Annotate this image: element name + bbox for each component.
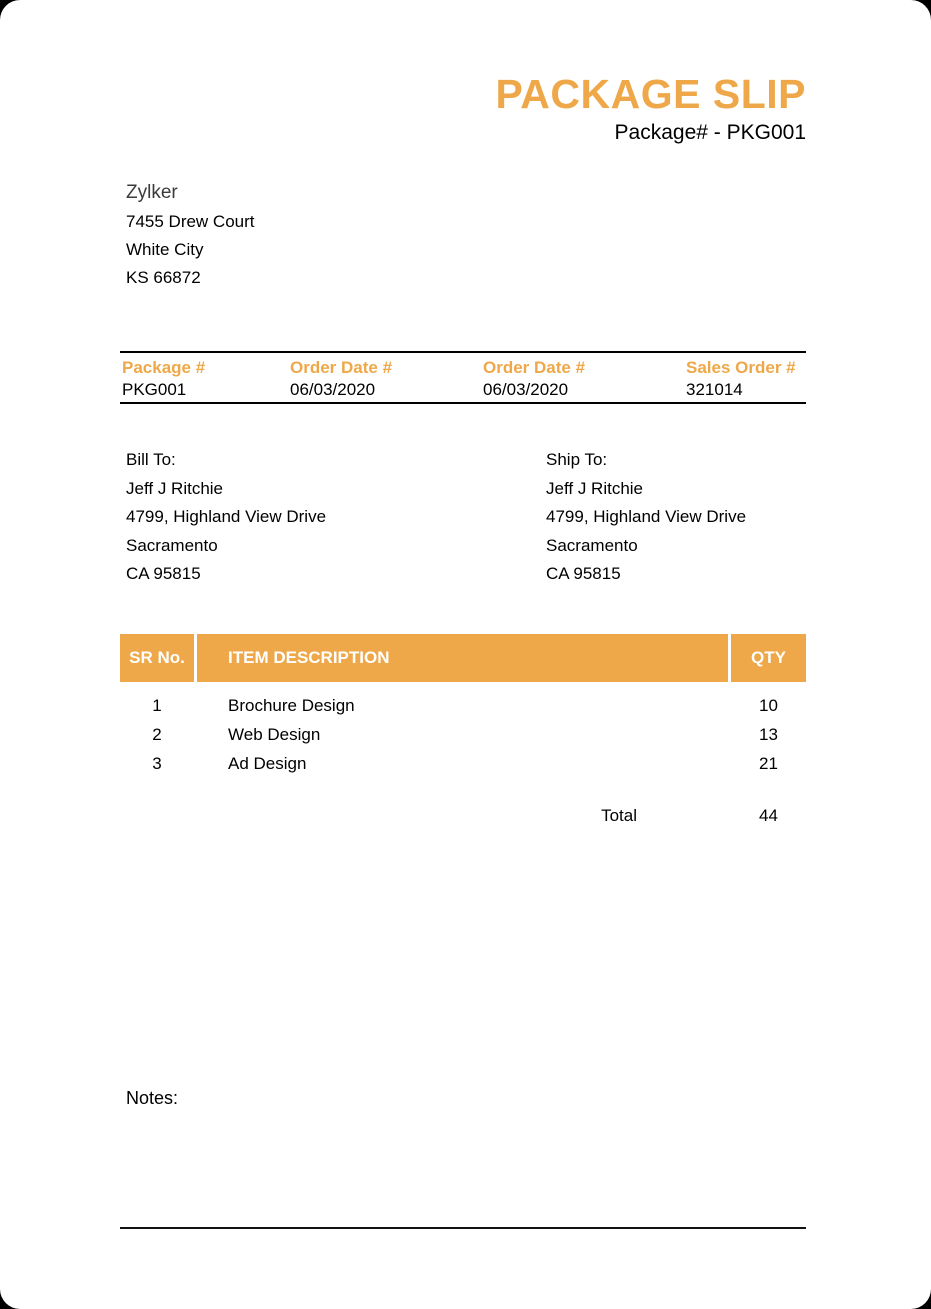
total-row <box>120 806 806 826</box>
ship-to-block <box>546 446 806 589</box>
total-qty-value: 44 <box>759 805 778 825</box>
company-name: Zylker <box>126 182 178 203</box>
info-header-order-date-1: Order Date # <box>290 358 393 377</box>
item-description: Ad Design <box>228 753 307 773</box>
company-address-line: 7455 Drew Court <box>126 212 255 231</box>
ship-to-label: Ship To: <box>546 450 608 469</box>
bill-to-block <box>120 446 546 589</box>
items-header-sr-no: SR No. <box>120 634 194 682</box>
order-info-table <box>120 351 806 404</box>
item-sr-no: 3 <box>152 753 162 773</box>
info-header-order-date-2: Order Date # <box>483 358 586 377</box>
company-address-line: KS 66872 <box>126 268 201 287</box>
company-address-line: White City <box>126 240 204 259</box>
info-header-package: Package # <box>122 358 206 377</box>
table-row <box>120 691 806 720</box>
info-value-order-date-2: 06/03/2020 <box>483 380 569 399</box>
item-description: Web Design <box>228 724 321 744</box>
notes-label: Notes: <box>126 1087 179 1108</box>
bill-to-label: Bill To: <box>126 450 176 469</box>
info-header-sales-order: Sales Order # <box>686 358 796 377</box>
page-content <box>120 0 806 1229</box>
item-qty: 21 <box>759 753 778 773</box>
ship-to-line: 4799, Highland View Drive <box>546 507 747 526</box>
item-sr-no: 1 <box>152 695 162 715</box>
ship-to-line: Jeff J Ritchie <box>546 478 644 498</box>
document-title: PACKAGE SLIP <box>495 71 806 117</box>
item-qty: 10 <box>759 695 778 715</box>
company-block <box>120 178 806 292</box>
package-number-line: Package# - PKG001 <box>614 121 806 144</box>
items-header-description: ITEM DESCRIPTION <box>197 634 728 682</box>
items-table <box>120 634 806 826</box>
ship-to-line: CA 95815 <box>546 564 621 583</box>
table-row <box>120 749 806 778</box>
ship-to-line: Sacramento <box>546 535 638 555</box>
items-header-qty: QTY <box>731 634 806 682</box>
info-value-order-date-1: 06/03/2020 <box>290 380 376 399</box>
bill-to-line: 4799, Highland View Drive <box>126 507 327 526</box>
total-label: Total <box>601 805 637 825</box>
item-sr-no: 2 <box>152 724 162 744</box>
bill-to-line: Jeff J Ritchie <box>126 478 224 498</box>
addresses-section <box>120 446 806 589</box>
document-header <box>120 0 806 148</box>
items-table-body <box>120 682 806 778</box>
bill-to-line: CA 95815 <box>126 564 201 583</box>
bill-to-line: Sacramento <box>126 535 218 555</box>
table-row <box>120 720 806 749</box>
info-value-package: PKG001 <box>122 380 187 399</box>
item-qty: 13 <box>759 724 778 744</box>
items-table-header <box>120 634 806 682</box>
info-value-sales-order: 321014 <box>686 380 743 399</box>
item-description: Brochure Design <box>228 695 355 715</box>
footer-divider <box>120 1227 806 1229</box>
